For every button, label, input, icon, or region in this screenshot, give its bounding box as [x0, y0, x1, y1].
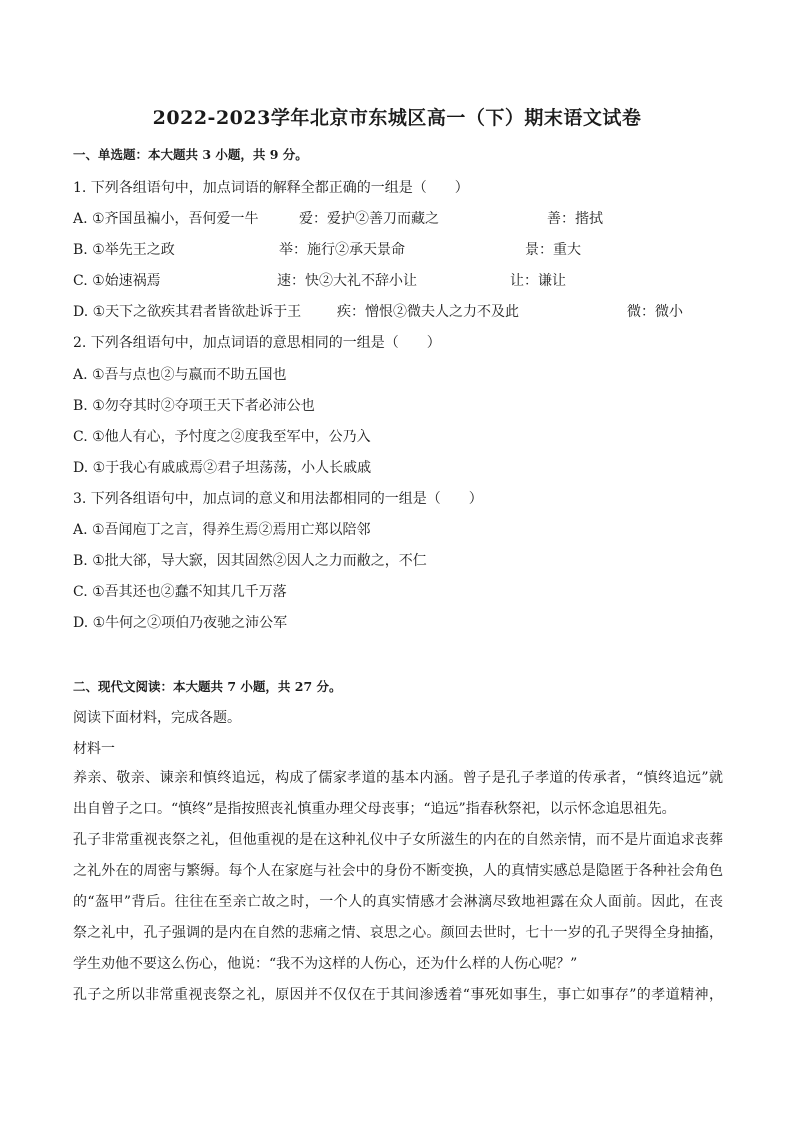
option-gloss-end: 微：微小 — [627, 304, 683, 320]
passage-paragraph — [73, 763, 723, 825]
question-1-option-c — [73, 270, 723, 290]
question-3-option-d: D. ①牛何之②项伯乃夜驰之沛公军 — [73, 615, 288, 631]
option-text: D. ①天下之欲疾其君者皆欲赴诉于王 — [73, 304, 302, 320]
question-1-option-d — [73, 301, 723, 321]
passage-paragraph — [73, 980, 723, 1011]
option-gloss-end: 景：重大 — [525, 242, 581, 258]
passage-line: 孔子非常重视丧祭之礼，但他重视的是在这种礼仪中子女所滋生的内在的自然亲情，而不是片面追求丧葬 — [73, 832, 723, 848]
section-heading-modern-reading: 二、现代文阅读：本大题共 7 小题，共 27 分。 — [73, 679, 342, 694]
option-gloss: 爱：爱护②善刀而藏之 — [299, 211, 439, 227]
question-3-option-b: B. ①批大郤，导大窾，因其固然②因人之力而敝之，不仁 — [73, 553, 427, 569]
question-2-option-d: D. ①于我心有戚戚焉②君子坦荡荡，小人长戚戚 — [73, 460, 372, 476]
passage-line: 养亲、敬亲、谏亲和慎终追远，构成了儒家孝道的基本内涵。曾子是孔子孝道的传承者，“慎终追远”就 — [73, 770, 723, 786]
passage-paragraph — [73, 825, 723, 980]
question-1-option-b — [73, 239, 723, 259]
option-text: C. ①始速祸焉 — [73, 273, 161, 289]
option-text: A. ①齐国虽褊小，吾何爱一牛 — [73, 211, 259, 227]
passage-line: 的“盔甲”背后。往往在至亲亡故之时，一个人的真实情感才会淋漓尽致地袒露在众人面前。因此，在丧 — [73, 894, 723, 910]
question-1-stem: 1. 下列各组语句中，加点词语的解释全都正确的一组是（ ） — [73, 180, 469, 196]
reading-instruction: 阅读下面材料，完成各题。 — [73, 710, 241, 726]
passage-line: 祭之礼中，孔子强调的是内在自然的悲痛之情、哀思之心。颜回去世时，七十一岁的孔子哭得全身抽搐， — [73, 925, 723, 941]
passage-line: 之礼外在的周密与繁缛。每个人在家庭与社会中的身份不断变换，人的真情实感总是隐匿于各种社会角色 — [73, 863, 723, 879]
option-gloss: 举：施行②承天景命 — [279, 242, 405, 258]
option-gloss: 疾：憎恨②微夫人之力不及此 — [337, 304, 519, 320]
option-text: B. ①举先王之政 — [73, 242, 175, 258]
question-1-option-a — [73, 208, 723, 228]
question-3-option-c: C. ①吾其还也②蠢不知其几千万落 — [73, 584, 287, 600]
option-gloss-end: 让：谦让 — [510, 273, 566, 289]
option-gloss-end: 善：揩拭 — [547, 211, 603, 227]
page-title: 2022-2023学年北京市东城区高一（下）期末语文试卷 — [152, 107, 642, 129]
question-2-option-b: B. ①勿夺其时②夺项王天下者必沛公也 — [73, 398, 315, 414]
question-2-option-c: C. ①他人有心，予忖度之②度我至军中，公乃入 — [73, 429, 371, 445]
section-heading-single-choice: 一、单选题：本大题共 3 小题，共 9 分。 — [73, 147, 308, 162]
material-label: 材料一 — [73, 741, 115, 757]
passage-line: 学生劝他不要这么伤心，他说：“我不为这样的人伤心，还为什么样的人伤心呢？” — [73, 956, 578, 972]
passage-line: 出自曾子之口。“慎终”是指按照丧礼慎重办理父母丧事；“追远”指春秋祭祀，以示怀念追思祖先。 — [73, 801, 676, 817]
question-2-option-a: A. ①吾与点也②与嬴而不助五国也 — [73, 367, 287, 383]
option-gloss: 速：快②大礼不辞小让 — [277, 273, 417, 289]
question-3-stem: 3. 下列各组语句中，加点词的意义和用法都相同的一组是（ ） — [73, 491, 483, 507]
question-2-stem: 2. 下列各组语句中，加点词语的意思相同的一组是（ ） — [73, 335, 441, 351]
question-3-option-a: A. ①吾闻庖丁之言，得养生焉②焉用亡郑以陪邻 — [73, 522, 371, 538]
passage-line: 孔子之所以非常重视丧祭之礼，原因并不仅仅在于其间渗透着“事死如事生，事亡如事存”的孝道精神， — [73, 987, 723, 1003]
